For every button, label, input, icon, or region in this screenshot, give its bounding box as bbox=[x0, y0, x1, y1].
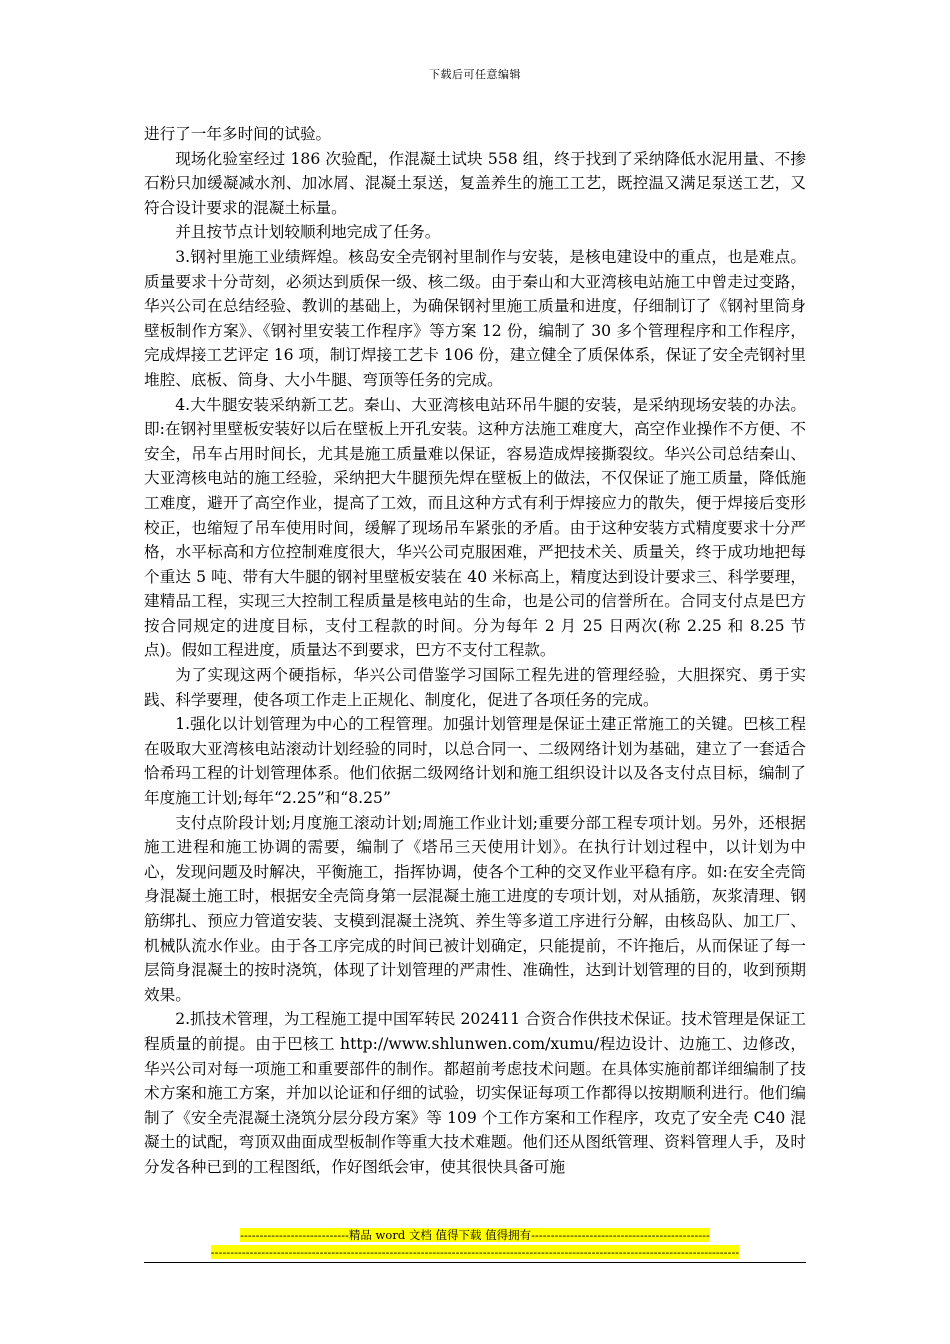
paragraph-1: 进行了一年多时间的试验。 bbox=[144, 125, 332, 143]
paragraph-9: 2.抓技术管理，为工程施工提中国军转民 202411 合资合作供技术保证。技术管理是保证工程质量的前提。由于巴核工 http://www.shlunwen.com/xumu/程边设计、边施工、边修改，华兴公司对每一项施工和重要部件的制作。都超前考虑技术问题。在具体实施前都详细编制了技术方案和施工方案，并加以论证和仔细的试验，切实保证每项工作都得以按期顺利进行。他们编制了《安全壳混凝土浇筑分层分段方案》等 109 个工作方案和工作程序，攻克了安全壳 C40 混凝土的试配，弯顶双曲面成型板制作等重大技术难题。他们还从图纸管理、资料管理人手，及时分发各种已到的工程图纸，作好图纸会审，使其很快具备可施 bbox=[144, 1010, 806, 1176]
document-body bbox=[144, 122, 806, 1180]
footer-rule bbox=[144, 1262, 806, 1263]
paragraph-6: 为了实现这两个硬指标，华兴公司借鉴学习国际工程先进的管理经验，大胆探究、勇于实践、科学要理，使各项工作走上正规化、制度化，促进了各项任务的完成。 bbox=[144, 666, 806, 709]
paragraph-8: 支付点阶段计划;月度施工滚动计划;周施工作业计划;重要分部工程专项计划。另外，还根据施工进程和施工协调的需要，编制了《塔吊三天使用计划》。在执行计划过程中，以计划为中心，发现问题及时解决，平衡施工，指挥协调，使各个工种的交叉作业平稳有序。如:在安全壳筒身混凝土施工时，根据安全壳筒身第一层混凝土施工进度的专项计划，对从插筋，灰浆清理、钢筋绑扎、预应力管道安装、支模到混凝土浇筑、养生等多道工序进行分解，由核岛队、加工厂、机械队流水作业。由于各工序完成的时间已被计划确定，只能提前，不许拖后，从而保证了每一层筒身混凝土的按时浇筑，体现了计划管理的严肃性、准确性，达到计划管理的目的，收到预期效果。 bbox=[144, 813, 806, 1004]
paragraph-7: 1.强化以计划管理为中心的工程管理。加强计划管理是保证土建正常施工的关键。巴核工程在吸取大亚湾核电站滚动计划经验的同时，以总合同一、二级网络计划为基础，建立了一套适合恰希玛工程的计划管理体系。他们依据二级网络计划和施工组织设计以及各支付点目标，编制了年度施工计划;每年“2.25”和“8.25” bbox=[144, 715, 806, 808]
footer-dash-text: ---------------------------------------------------------------------------------------------------------------------------------------- bbox=[210, 1245, 740, 1259]
paragraph-2: 现场化验室经过 186 次验配，作混凝土试块 558 组，终于找到了采纳降低水泥用量、不掺石粉只加缓凝减水剂、加冰屑、混凝土泵送，复盖养生的施工工艺，既控温又满足泵送工艺，又符合设计要求的混凝土标量。 bbox=[144, 149, 806, 217]
paragraph-3: 并且按节点计划较顺利地完成了任务。 bbox=[175, 223, 441, 242]
page-header: 下载后可任意编辑 bbox=[429, 68, 521, 81]
footer-banner bbox=[144, 1228, 806, 1243]
paragraph-4: 3.钢衬里施工业绩辉煌。核岛安全壳钢衬里制作与安装，是核电建设中的重点，也是难点。质量要求十分苛刻，必须达到质保一级、核二级。由于秦山和大亚湾核电站施工中曾走过变路，华兴公司在总结经验、教训的基础上，为确保钢衬里施工质量和进度，仔细制订了《钢衬里筒身壁板制作方案》、《钢衬里安装工作程序》等方案 12 份，编制了 30 多个管理程序和工作程序，完成焊接工艺评定 16 项，制订焊接工艺卡 106 份，建立健全了质保体系，保证了安全壳钢衬里堆腔、底板、筒身、大小牛腿、弯顶等任务的完成。 bbox=[144, 247, 806, 389]
footer-dash-line bbox=[144, 1245, 806, 1260]
footer-banner-text: ----------------------------精品 word 文档 值得下载 值得拥有---------------------------------------------- bbox=[240, 1228, 710, 1242]
paragraph-5: 4.大牛腿安装采纳新工艺。秦山、大亚湾核电站环吊牛腿的安装，是采纳现场安装的办法。即:在钢衬里壁板安装好以后在壁板上开孔安装。这种方法施工难度大，高空作业操作不方便、不安全，吊车占用时间长，尤其是施工质量难以保证，容易造成焊接撕裂纹。华兴公司总结秦山、大亚湾核电站的施工经验，采纳把大牛腿预先焊在壁板上的做法，不仅保证了施工质量，降低施工难度，避开了高空作业，提高了工效，而且这种方式有利于焊接应力的散失，便于焊接后变形校正，也缩短了吊车使用时间，缓解了现场吊车紧张的矛盾。由于这种安装方式精度要求十分严格，水平标高和方位控制难度很大，华兴公司克服困难，严把技术关、质量关，终于成功地把每个重达 5 吨、带有大牛腿的钢衬里壁板安装在 40 米标高上，精度达到设计要求三、科学要理，建精品工程，实现三大控制工程质量是核电站的生命，也是公司的信誉所在。合同支付点是巴方按合同规定的进度目标，支付工程款的时间。分为每年 2 月 25 日两次(称 2.25 和 8.25 节点)。假如工程进度，质量达不到要求，巴方不支付工程款。 bbox=[144, 395, 806, 660]
